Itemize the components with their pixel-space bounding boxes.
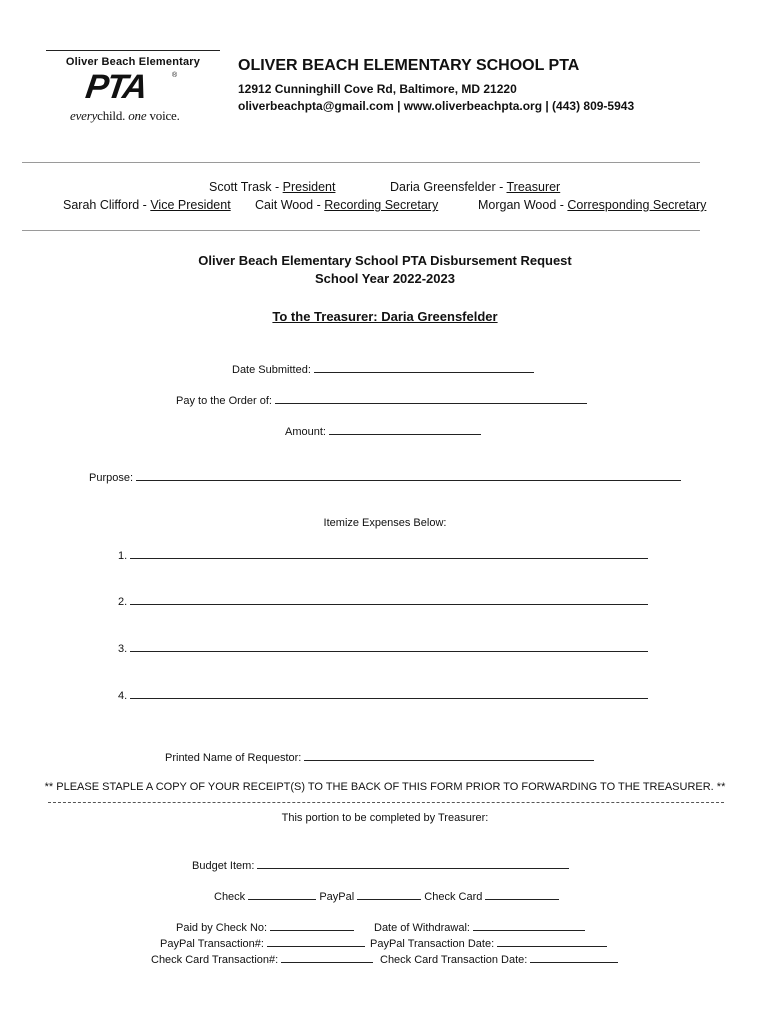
budget-item-field bbox=[192, 858, 569, 872]
school-year: School Year 2022-2023 bbox=[315, 271, 455, 286]
header-divider bbox=[22, 162, 700, 163]
card-transaction-label: Check Card Transaction#: bbox=[151, 954, 279, 966]
purpose-label: Purpose: bbox=[89, 472, 134, 484]
staple-notice: ** PLEASE STAPLE A COPY OF YOUR RECEIPT(S) TO THE BACK OF THIS FORM PRIOR TO FORWARDING TO THE TREASURER. ** bbox=[44, 781, 726, 793]
org-name: OLIVER BEACH ELEMENTARY SCHOOL PTA bbox=[238, 57, 580, 74]
paypal-transaction-date-label: PayPal Transaction Date: bbox=[370, 938, 495, 950]
expense-item-number: 2. bbox=[118, 596, 128, 608]
itemize-heading: Itemize Expenses Below: bbox=[323, 517, 447, 529]
paypal-transaction-line[interactable] bbox=[267, 936, 365, 947]
printed-name-label: Printed Name of Requestor: bbox=[165, 752, 302, 764]
treasurer-section-heading: This portion to be completed by Treasurer: bbox=[281, 812, 489, 824]
date-submitted-field bbox=[232, 362, 534, 376]
expense-item-3 bbox=[118, 641, 648, 655]
cut-line bbox=[48, 802, 724, 803]
check-line[interactable] bbox=[248, 889, 316, 900]
card-transaction-date-field bbox=[380, 952, 618, 966]
pta-logo bbox=[44, 46, 222, 128]
printed-name-line[interactable] bbox=[304, 750, 594, 761]
date-of-withdrawal-line[interactable] bbox=[473, 920, 585, 931]
paypal-transaction-date-line[interactable] bbox=[497, 936, 607, 947]
paid-by-check-label: Paid by Check No: bbox=[176, 922, 268, 934]
logo-pta-mark: PTA bbox=[83, 68, 149, 106]
paypal-transaction-label: PayPal Transaction#: bbox=[160, 938, 264, 950]
amount-field bbox=[285, 424, 481, 438]
officer-corresponding-secretary: Morgan Wood - Corresponding Secretary bbox=[478, 198, 707, 212]
expense-item-2 bbox=[118, 594, 648, 608]
amount-line[interactable] bbox=[329, 424, 481, 435]
officer-president: Scott Trask - President bbox=[209, 180, 336, 194]
card-transaction-line[interactable] bbox=[281, 952, 373, 963]
date-of-withdrawal-field bbox=[374, 920, 585, 934]
expense-item-4 bbox=[118, 688, 648, 702]
payment-method-row bbox=[214, 889, 559, 903]
expense-item-number: 1. bbox=[118, 550, 128, 562]
paypal-transaction-date-field bbox=[370, 936, 607, 950]
expense-item-number: 3. bbox=[118, 643, 128, 655]
org-address: 12912 Cunninghill Cove Rd, Baltimore, MD 21220 bbox=[238, 82, 517, 96]
officer-vice-president: Sarah Clifford - Vice President bbox=[63, 198, 231, 212]
budget-item-label: Budget Item: bbox=[192, 860, 255, 872]
org-contact: oliverbeachpta@gmail.com | www.oliverbeachpta.org | (443) 809-5943 bbox=[238, 99, 635, 113]
pay-to-line[interactable] bbox=[275, 393, 587, 404]
paid-by-check-line[interactable] bbox=[270, 920, 354, 931]
officers-divider bbox=[22, 230, 700, 231]
paypal-line[interactable] bbox=[357, 889, 421, 900]
logo-school-name: Oliver Beach Elementary bbox=[65, 56, 201, 68]
date-of-withdrawal-label: Date of Withdrawal: bbox=[374, 922, 470, 934]
card-transaction-date-line[interactable] bbox=[530, 952, 618, 963]
expense-item-1 bbox=[118, 548, 648, 562]
check-card-label: Check Card bbox=[424, 891, 483, 903]
card-transaction-field bbox=[151, 952, 373, 966]
officer-treasurer: Daria Greensfelder - Treasurer bbox=[390, 180, 561, 194]
paid-by-check-field bbox=[176, 920, 354, 934]
pay-to-field bbox=[176, 393, 587, 407]
to-treasurer: To the Treasurer: Daria Greensfelder bbox=[272, 309, 498, 324]
expense-item-line[interactable] bbox=[130, 641, 648, 652]
logo-top-line bbox=[46, 50, 220, 51]
expense-item-line[interactable] bbox=[130, 594, 648, 605]
date-submitted-line[interactable] bbox=[314, 362, 534, 373]
pay-to-label: Pay to the Order of: bbox=[176, 395, 272, 407]
date-submitted-label: Date Submitted: bbox=[232, 364, 311, 376]
purpose-line[interactable] bbox=[136, 470, 681, 481]
expense-item-number: 4. bbox=[118, 690, 128, 702]
paypal-label: PayPal bbox=[319, 891, 355, 903]
logo-tagline: everychild. one voice. bbox=[70, 108, 180, 123]
check-card-line[interactable] bbox=[485, 889, 559, 900]
expense-item-line[interactable] bbox=[130, 548, 648, 559]
budget-item-line[interactable] bbox=[257, 858, 569, 869]
officer-recording-secretary: Cait Wood - Recording Secretary bbox=[255, 198, 439, 212]
card-transaction-date-label: Check Card Transaction Date: bbox=[380, 954, 528, 966]
check-label: Check bbox=[214, 891, 246, 903]
logo-registered-mark: ® bbox=[172, 72, 178, 79]
form-title: Oliver Beach Elementary School PTA Disbursement Request bbox=[198, 253, 572, 268]
printed-name-field bbox=[165, 750, 594, 764]
expense-item-line[interactable] bbox=[130, 688, 648, 699]
paypal-transaction-field bbox=[160, 936, 365, 950]
purpose-field bbox=[89, 470, 681, 484]
amount-label: Amount: bbox=[285, 426, 326, 438]
